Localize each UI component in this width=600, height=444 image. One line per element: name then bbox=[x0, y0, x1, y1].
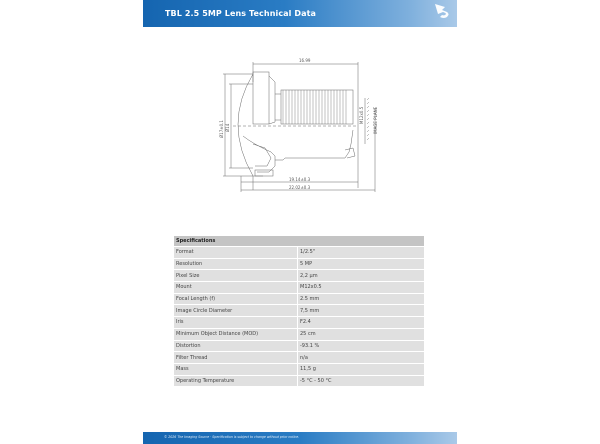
spec-label: Mount bbox=[174, 282, 298, 294]
dim-length-1: 19.14±0.3 bbox=[289, 177, 311, 182]
spec-label: Minimum Object Distance (MOD) bbox=[174, 329, 298, 341]
spec-label: Focal Length (f) bbox=[174, 294, 298, 306]
spec-value: 1/2.5" bbox=[298, 247, 424, 259]
spec-label: Resolution bbox=[174, 259, 298, 271]
specifications-table bbox=[174, 236, 424, 387]
page-header bbox=[143, 0, 457, 27]
spec-value: 5 MP bbox=[298, 259, 424, 271]
dim-thread: M12x0.5 bbox=[359, 106, 364, 124]
spec-value: 25 cm bbox=[298, 329, 424, 341]
spec-value: 11,5 g bbox=[298, 364, 424, 376]
datasheet-page bbox=[143, 0, 457, 444]
table-row bbox=[174, 352, 424, 364]
table-row bbox=[174, 317, 424, 329]
dim-inner-diameter: Ø14 bbox=[225, 123, 230, 132]
page-footer bbox=[143, 432, 457, 444]
table-row bbox=[174, 329, 424, 341]
table-row bbox=[174, 270, 424, 282]
spec-label: Iris bbox=[174, 317, 298, 329]
company-logo-icon bbox=[433, 2, 451, 22]
spec-label: Pixel Size bbox=[174, 270, 298, 282]
spec-label: Mass bbox=[174, 364, 298, 376]
table-row bbox=[174, 282, 424, 294]
dim-top-length: 16.99 bbox=[299, 58, 311, 63]
footer-text: © 2026 The Imaging Source · Specification is subject to change without prior notice. bbox=[164, 435, 300, 439]
spec-label: Distortion bbox=[174, 341, 298, 353]
spec-value: 7,5 mm bbox=[298, 305, 424, 317]
page-title: TBL 2.5 5MP Lens Technical Data bbox=[165, 9, 317, 18]
dim-outer-diameter: Ø17±0.1 bbox=[219, 120, 224, 138]
table-row bbox=[174, 247, 424, 259]
dim-length-2: 22.02±0.3 bbox=[289, 185, 311, 190]
spec-value: -93.1 % bbox=[298, 341, 424, 353]
spec-value: 2.5 mm bbox=[298, 294, 424, 306]
table-row bbox=[174, 341, 424, 353]
spec-value: n/a bbox=[298, 352, 424, 364]
spec-label: Filter Thread bbox=[174, 352, 298, 364]
spec-label: Operating Temperature bbox=[174, 376, 298, 388]
specifications-header: Specifications bbox=[174, 236, 424, 247]
lens-technical-drawing bbox=[213, 48, 413, 208]
table-row bbox=[174, 305, 424, 317]
spec-value: M12x0.5 bbox=[298, 282, 424, 294]
spec-value: -5 °C - 50 °C bbox=[298, 376, 424, 388]
table-row bbox=[174, 376, 424, 388]
spec-label: Image Circle Diameter bbox=[174, 305, 298, 317]
table-row bbox=[174, 364, 424, 376]
spec-value: 2,2 µm bbox=[298, 270, 424, 282]
table-row bbox=[174, 259, 424, 271]
spec-label: Format bbox=[174, 247, 298, 259]
table-row bbox=[174, 294, 424, 306]
label-image-plane: IMAGE PLANE bbox=[373, 106, 378, 134]
spec-value: F2.4 bbox=[298, 317, 424, 329]
